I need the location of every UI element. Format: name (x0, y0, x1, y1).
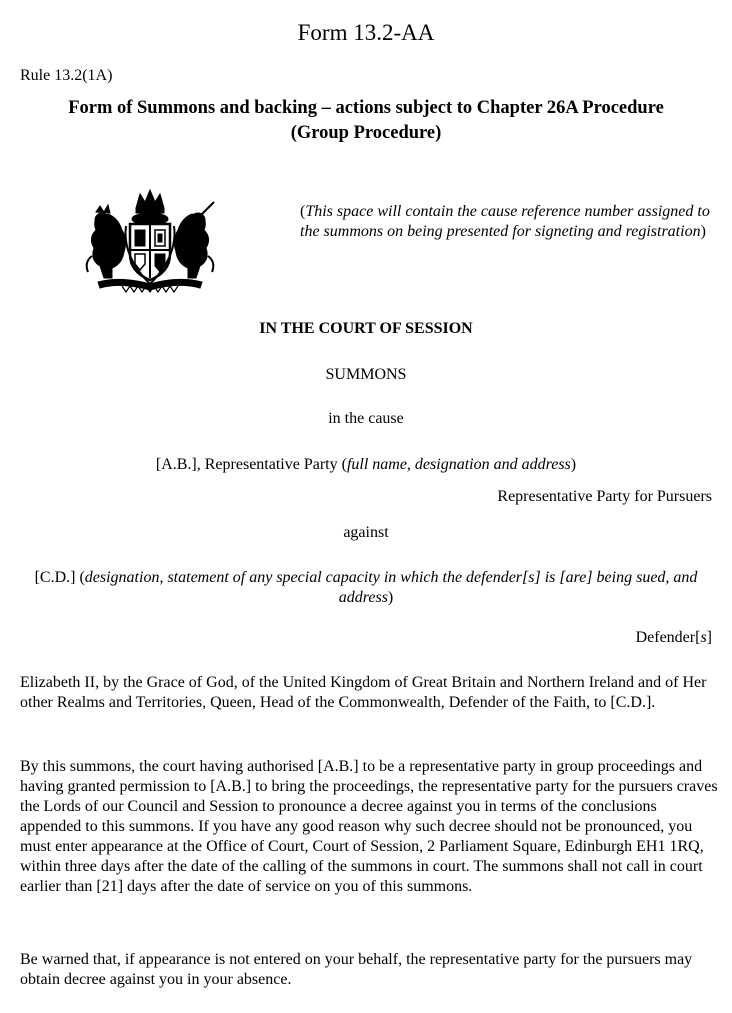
summons-heading: SUMMONS (325, 366, 407, 383)
rep-party-detail: full name, designation and address (346, 456, 571, 473)
representative-party-line (0, 455, 732, 475)
note-open-paren: ( (300, 203, 306, 220)
form-heading-line-2: (Group Procedure) (290, 123, 442, 143)
defender-line (20, 568, 712, 608)
defender-role-prefix: Defender[ (635, 629, 701, 646)
rep-party-suffix: ) (570, 456, 577, 473)
form-heading-line-1: Form of Summons and backing – actions subject to Chapter 26A Procedure (68, 98, 664, 118)
summons-paragraph-warning: Be warned that, if appearance is not entered on your behalf, the representative party for the pursuers may obtain decree against you in your absence. (20, 951, 693, 988)
note-close-paren: ) (700, 223, 706, 240)
defender-suffix: ) (387, 589, 394, 606)
in-the-cause-label: in the cause (328, 410, 404, 427)
against-label: against (343, 524, 389, 541)
royal-coat-of-arms-icon (82, 186, 218, 294)
defender-prefix: [C.D.] ( (34, 569, 85, 586)
cause-reference-note (300, 202, 720, 242)
defender-role-s: s (700, 629, 707, 646)
court-heading: IN THE COURT OF SESSION (259, 320, 473, 337)
form-heading (20, 96, 712, 146)
form-number: Form 13.2-AA (297, 20, 435, 45)
note-text: This space will contain the cause reference number assigned to the summons on being presented for signeting and registration (300, 203, 710, 240)
defender-role (636, 628, 712, 648)
rule-reference: Rule 13.2(1A) (20, 67, 113, 84)
representative-party-role: Representative Party for Pursuers (497, 488, 712, 505)
summons-paragraph-address: Elizabeth II, by the Grace of God, of the United Kingdom of Great Britain and Northern Ireland and of Her other Realms and Territories, Queen, Head of the Commonwealth, Defender of the Faith, to [C.D.]. (20, 674, 707, 711)
summons-paragraph-instructions: By this summons, the court having authorised [A.B.] to be a representative party in group proceedings and having granted permission to [A.B.] to bring the proceedings, the representative party for the pursuers craves the Lords of our Council and Session to pronounce a decree against you in terms of the conclusions appended to this summons. If you have any good reason why such decree should not be pronounced, you must enter appearance at the Office of Court, Court of Session, 2 Parliament Square, Edinburgh EH1 1RQ, within three days after the date of the calling of the summons in court. The summons shall not call in court earlier than [21] days after the date of service on you of this summons. (20, 758, 718, 895)
rep-party-prefix: [A.B.], Representative Party ( (155, 456, 347, 473)
defender-detail: designation, statement of any special capacity in which the defender[s] is [are] being sued, and address (84, 569, 698, 606)
defender-role-suffix: ] (706, 629, 712, 646)
